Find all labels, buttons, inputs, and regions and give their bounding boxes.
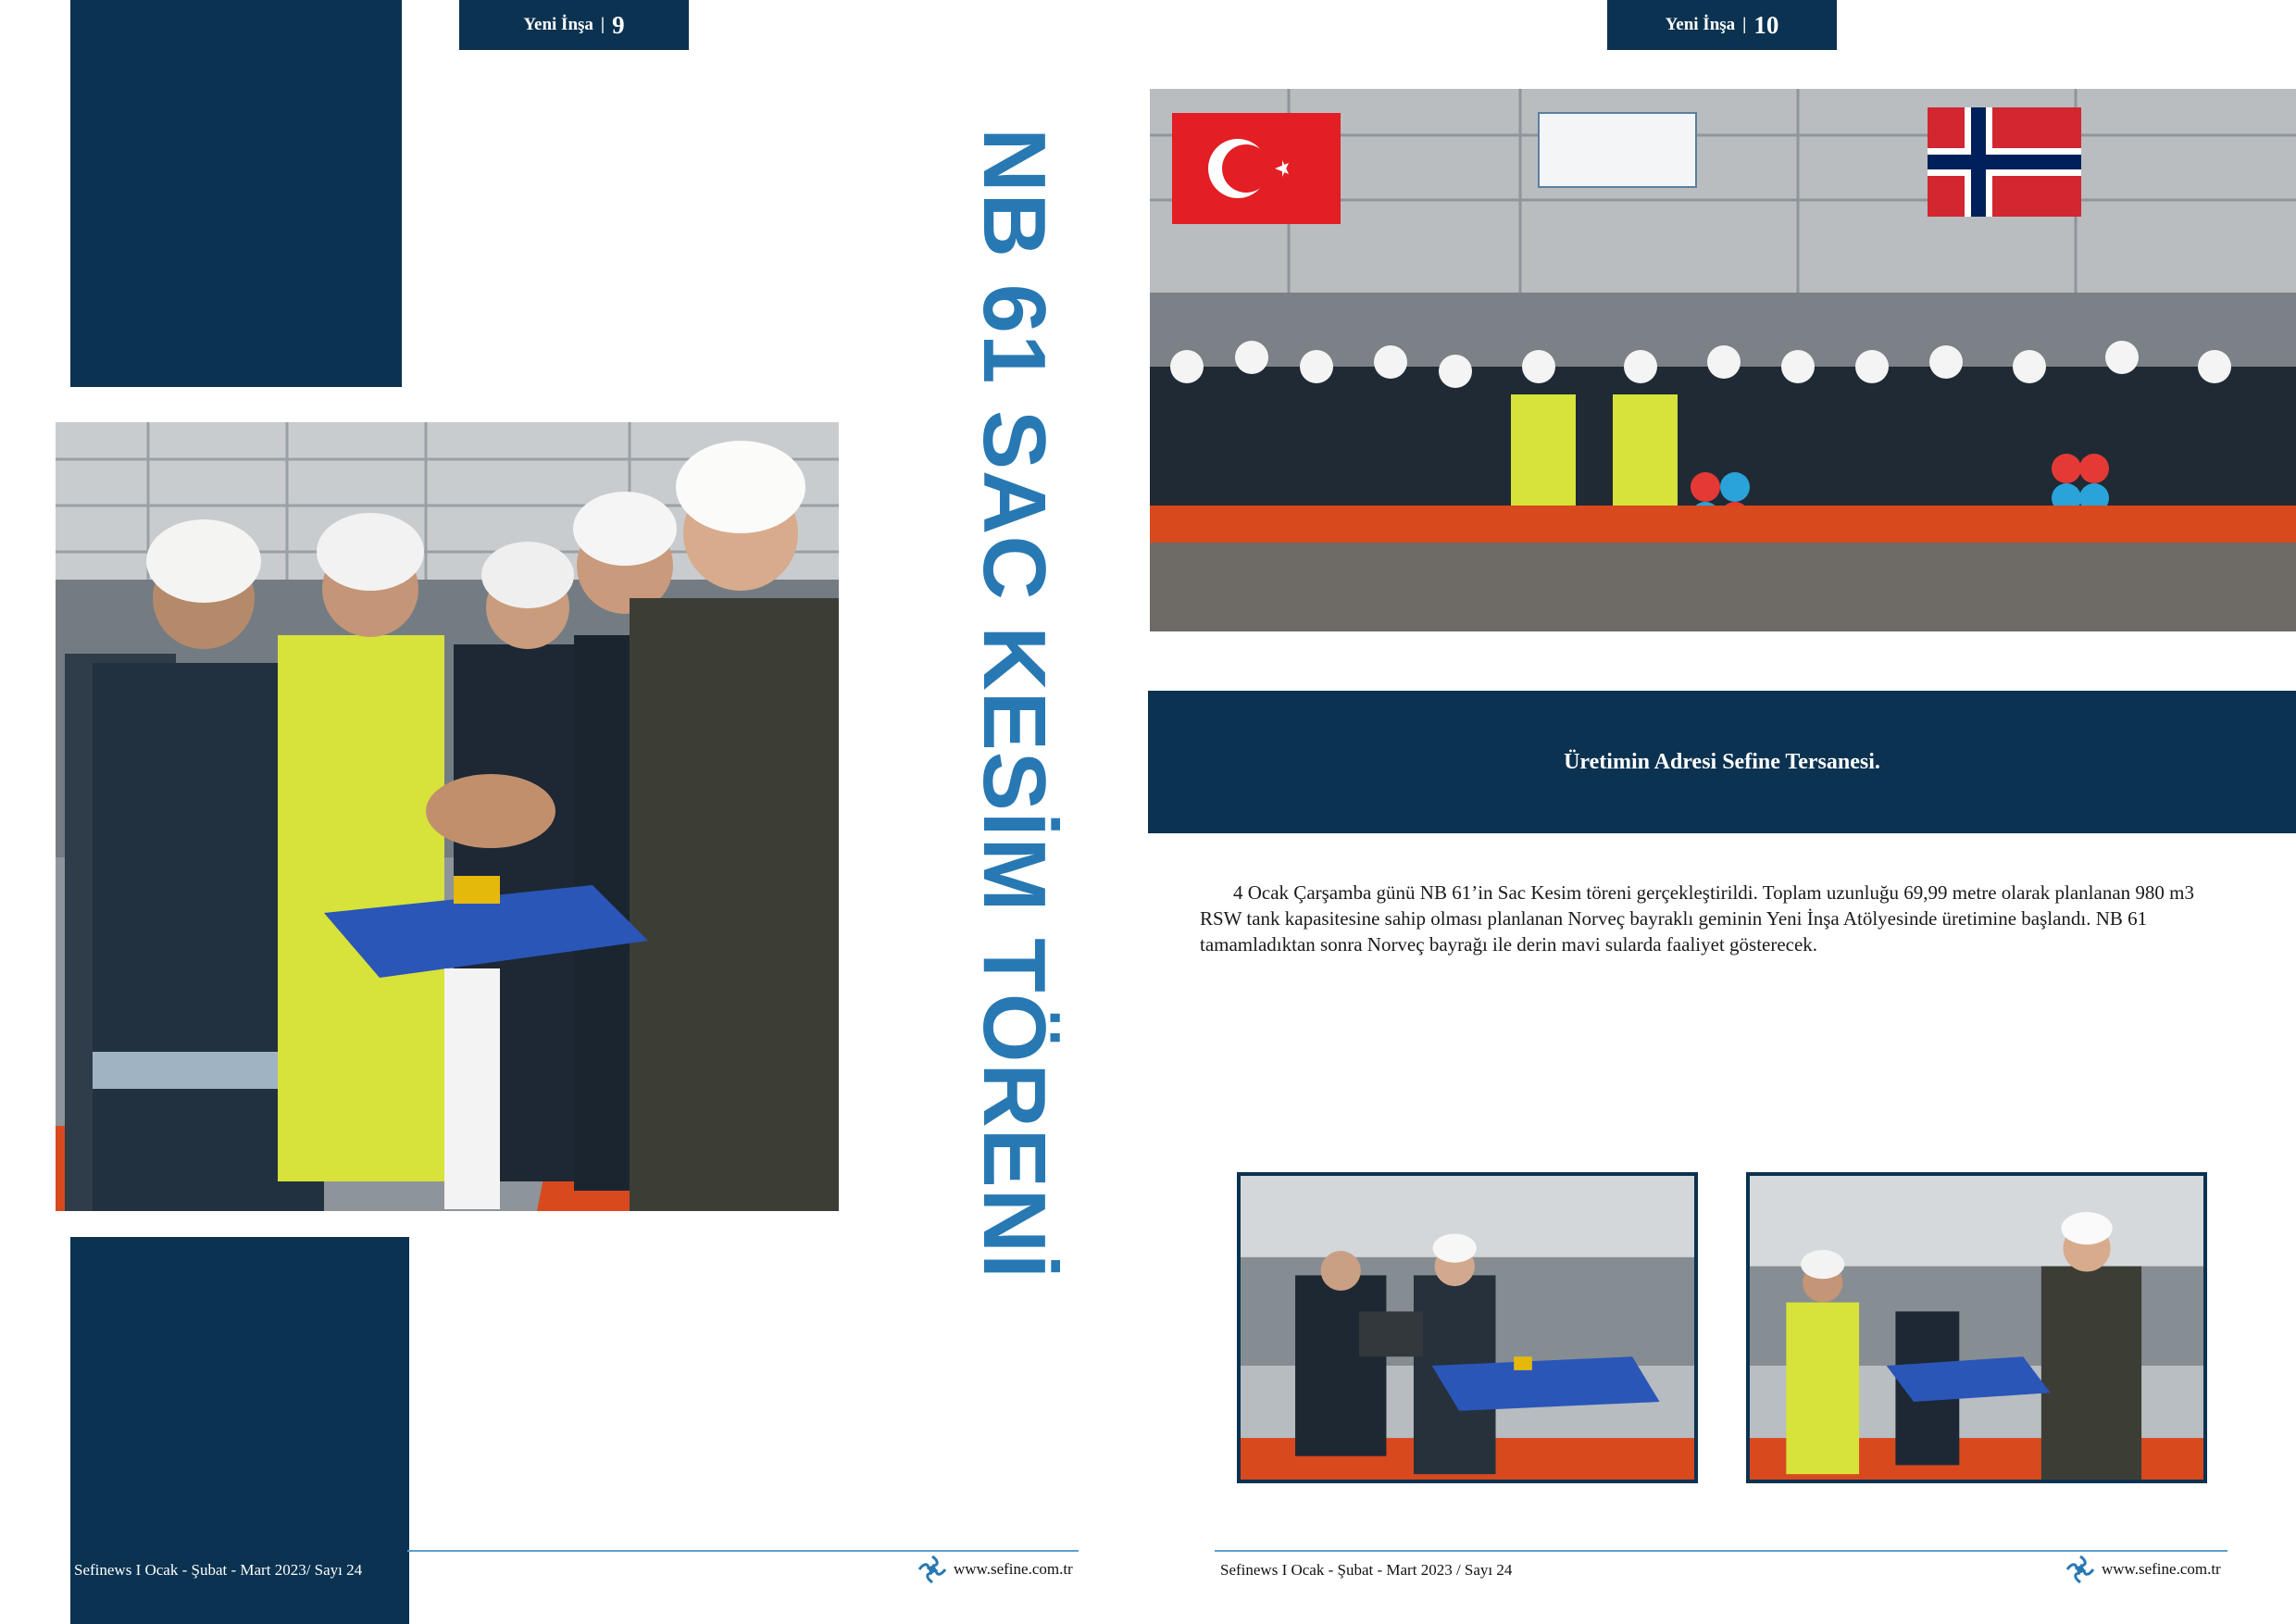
decor-block-top-left — [70, 0, 402, 387]
header-section-label: Yeni İnşa — [523, 15, 593, 34]
ceremony-crowd-photo — [1150, 89, 2296, 631]
page-number: 10 — [1753, 10, 1779, 39]
page-header-left: Yeni İnşa | 9 — [459, 0, 689, 50]
article-body: 4 Ocak Çarşamba günü NB 61’in Sac Kesim töreni gerçekleştirildi. Toplam uzunluğu 69,99 metre olarak planlanan 980 m3 RSW tank kapasitesine sahip olması planlanan Norveç bayraklı geminin Yeni İnşa Atölyesinde üretimine başlandı. NB 61 tamamladıktan sonra Norveç bayrağı ile derin mavi sularda faaliyet gösterecek. — [1200, 881, 2194, 956]
footer-text-left: Sefinews I Ocak - Şubat - Mart 2023/ Sayı 24 — [74, 1561, 363, 1579]
page-header-right: Yeni İnşa | 10 — [1607, 0, 1837, 50]
footer-rule-left — [407, 1550, 1079, 1552]
footer-website-right[interactable]: www.sefine.com.tr — [2065, 1554, 2221, 1585]
footer-rule-right — [1215, 1550, 2227, 1552]
ceremony-main-photo — [56, 422, 839, 1211]
button-press-photo — [1746, 1172, 2207, 1483]
sefine-logo-icon — [917, 1554, 948, 1585]
sefine-logo-icon — [2065, 1554, 2096, 1585]
section-banner: Üretimin Adresi Sefine Tersanesi. — [1148, 691, 2296, 833]
page-number: 9 — [612, 10, 625, 39]
footer-text-right: Sefinews I Ocak - Şubat - Mart 2023 / Sayı 24 — [1220, 1561, 1513, 1579]
plaque-photo — [1237, 1172, 1698, 1483]
header-section-label: Yeni İnşa — [1665, 15, 1736, 34]
footer-website-left[interactable]: www.sefine.com.tr — [917, 1554, 1073, 1585]
